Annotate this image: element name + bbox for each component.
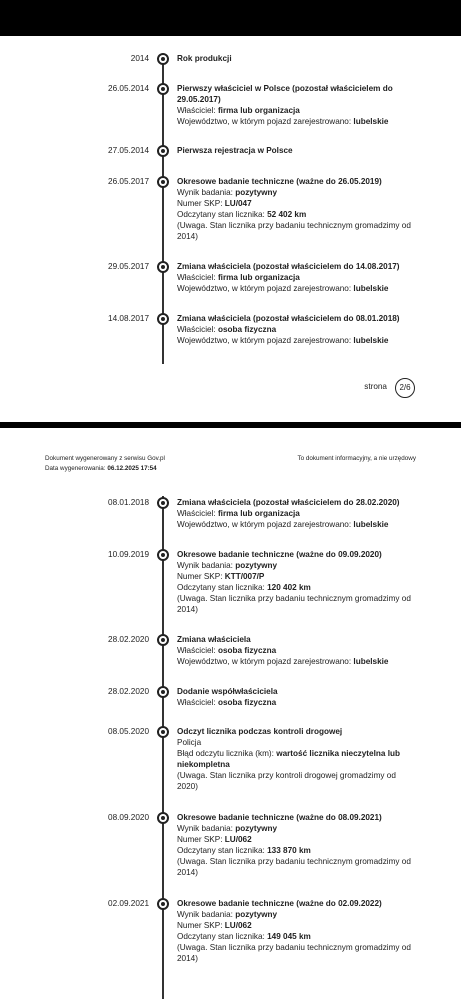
timeline-dot-icon bbox=[157, 549, 169, 561]
entry-content bbox=[177, 726, 417, 792]
entry-content bbox=[177, 812, 417, 878]
entry-line: Odczytany stan licznika: 149 045 km bbox=[177, 932, 311, 941]
entry-title: Rok produkcji bbox=[177, 54, 232, 63]
entry-date: 26.05.2017 bbox=[108, 177, 149, 186]
entry-line: Numer SKP: LU/047 bbox=[177, 199, 252, 208]
timeline-dot-icon bbox=[157, 83, 169, 95]
entry-content bbox=[177, 313, 417, 346]
timeline-dot-icon bbox=[157, 634, 169, 646]
entry-note: (Uwaga. Stan licznika przy badaniu technicznym gromadzimy od 2014) bbox=[177, 943, 411, 963]
entry-line: Właściciel: osoba fizyczna bbox=[177, 646, 277, 655]
entry-date: 14.08.2017 bbox=[108, 314, 149, 323]
entry-line: Wynik badania: pozytywny bbox=[177, 561, 278, 570]
entry-title: Zmiana właściciela (pozostał właścicielem do 08.01.2018) bbox=[177, 314, 400, 323]
page-number-badge: 2/6 bbox=[395, 378, 415, 398]
entry-date: 28.02.2020 bbox=[108, 687, 149, 696]
entry-content bbox=[177, 83, 417, 127]
document-page-3 bbox=[0, 428, 461, 999]
entry-title: Zmiana właściciela (pozostał właścicielem do 28.02.2020) bbox=[177, 498, 400, 507]
entry-title: Dodanie współwłaściciela bbox=[177, 687, 278, 696]
timeline-dot-icon bbox=[157, 53, 169, 65]
entry-content bbox=[177, 176, 417, 242]
entry-title: Okresowe badanie techniczne (ważne do 08.09.2021) bbox=[177, 813, 382, 822]
entry-date: 08.09.2020 bbox=[108, 813, 149, 822]
entry-content bbox=[177, 261, 417, 294]
entry-line: Numer SKP: LU/062 bbox=[177, 921, 252, 930]
timeline-dot-icon bbox=[157, 497, 169, 509]
generated-date: Data wygenerowania: 06.12.2025 17:54 bbox=[45, 465, 157, 472]
entry-line: Odczytany stan licznika: 133 870 km bbox=[177, 846, 311, 855]
entry-date: 28.02.2020 bbox=[108, 635, 149, 644]
entry-note: (Uwaga. Stan licznika przy badaniu technicznym gromadzimy od 2014) bbox=[177, 857, 411, 877]
entry-note: (Uwaga. Stan licznika przy badaniu technicznym gromadzimy od 2014) bbox=[177, 594, 411, 614]
entry-title: Pierwszy właściciel w Polsce (pozostał właścicielem do 29.05.2017) bbox=[177, 84, 393, 104]
entry-title: Okresowe badanie techniczne (ważne do 02.09.2022) bbox=[177, 899, 382, 908]
entry-content bbox=[177, 145, 417, 156]
entry-title: Okresowe badanie techniczne (ważne do 09.09.2020) bbox=[177, 550, 382, 559]
timeline-line bbox=[162, 496, 164, 999]
entry-title: Okresowe badanie techniczne (ważne do 26.05.2019) bbox=[177, 177, 382, 186]
timeline-dot-icon bbox=[157, 686, 169, 698]
entry-line: Wynik badania: pozytywny bbox=[177, 188, 278, 197]
document-page-2 bbox=[0, 36, 461, 422]
entry-line: Numer SKP: KTT/007/P bbox=[177, 572, 265, 581]
entry-date: 02.09.2021 bbox=[108, 899, 149, 908]
entry-line: Właściciel: osoba fizyczna bbox=[177, 698, 277, 707]
document-header-source bbox=[45, 454, 165, 474]
entry-date: 29.05.2017 bbox=[108, 262, 149, 271]
entry-date: 26.05.2014 bbox=[108, 84, 149, 93]
document-header-notice: To dokument informacyjny, a nie urzędowy bbox=[297, 455, 416, 462]
entry-line: Właściciel: firma lub organizacja bbox=[177, 106, 300, 115]
entry-title: Zmiana właściciela bbox=[177, 635, 251, 644]
entry-line: Właściciel: firma lub organizacja bbox=[177, 509, 300, 518]
timeline-dot-icon bbox=[157, 812, 169, 824]
entry-date: 2014 bbox=[130, 54, 149, 63]
entry-content bbox=[177, 634, 417, 667]
generated-source: Dokument wygenerowany z serwisu Gov.pl bbox=[45, 455, 165, 462]
timeline-dot-icon bbox=[157, 176, 169, 188]
entry-note: (Uwaga. Stan licznika przy kontroli drogowej gromadzimy od 2020) bbox=[177, 771, 396, 791]
entry-line: Właściciel: osoba fizyczna bbox=[177, 325, 277, 334]
entry-line: Numer SKP: LU/062 bbox=[177, 835, 252, 844]
entry-line: Województwo, w którym pojazd zarejestrowano: lubelskie bbox=[177, 657, 389, 666]
entry-line: Wynik badania: pozytywny bbox=[177, 824, 278, 833]
entry-line: Właściciel: firma lub organizacja bbox=[177, 273, 300, 282]
entry-content bbox=[177, 686, 417, 708]
entry-line: Wynik badania: pozytywny bbox=[177, 910, 278, 919]
page-label: strona bbox=[364, 382, 387, 391]
entry-title: Pierwsza rejestracja w Polsce bbox=[177, 146, 293, 155]
entry-line: Województwo, w którym pojazd zarejestrowano: lubelskie bbox=[177, 336, 389, 345]
entry-title: Zmiana właściciela (pozostał właścicielem do 14.08.2017) bbox=[177, 262, 400, 271]
timeline-dot-icon bbox=[157, 726, 169, 738]
entry-title: Odczyt licznika podczas kontroli drogowej bbox=[177, 727, 343, 736]
entry-line: Odczytany stan licznika: 120 402 km bbox=[177, 583, 311, 592]
entry-date: 27.05.2014 bbox=[108, 146, 149, 155]
entry-content bbox=[177, 53, 417, 64]
entry-line: Województwo, w którym pojazd zarejestrowano: lubelskie bbox=[177, 520, 389, 529]
timeline-dot-icon bbox=[157, 261, 169, 273]
entry-line: Policja bbox=[177, 738, 202, 747]
timeline-dot-icon bbox=[157, 145, 169, 157]
timeline-dot-icon bbox=[157, 313, 169, 325]
entry-line: Błąd odczytu licznika (km): wartość licznika nieczytelna lub niekompletna bbox=[177, 749, 400, 769]
entry-date: 08.05.2020 bbox=[108, 727, 149, 736]
entry-content bbox=[177, 898, 417, 964]
entry-line: Województwo, w którym pojazd zarejestrowano: lubelskie bbox=[177, 284, 389, 293]
entry-note: (Uwaga. Stan licznika przy badaniu technicznym gromadzimy od 2014) bbox=[177, 221, 411, 241]
entry-line: Województwo, w którym pojazd zarejestrowano: lubelskie bbox=[177, 117, 389, 126]
entry-line: Odczytany stan licznika: 52 402 km bbox=[177, 210, 307, 219]
entry-content bbox=[177, 497, 417, 530]
entry-content bbox=[177, 549, 417, 615]
timeline-dot-icon bbox=[157, 898, 169, 910]
entry-date: 08.01.2018 bbox=[108, 498, 149, 507]
entry-date: 10.09.2019 bbox=[108, 550, 149, 559]
